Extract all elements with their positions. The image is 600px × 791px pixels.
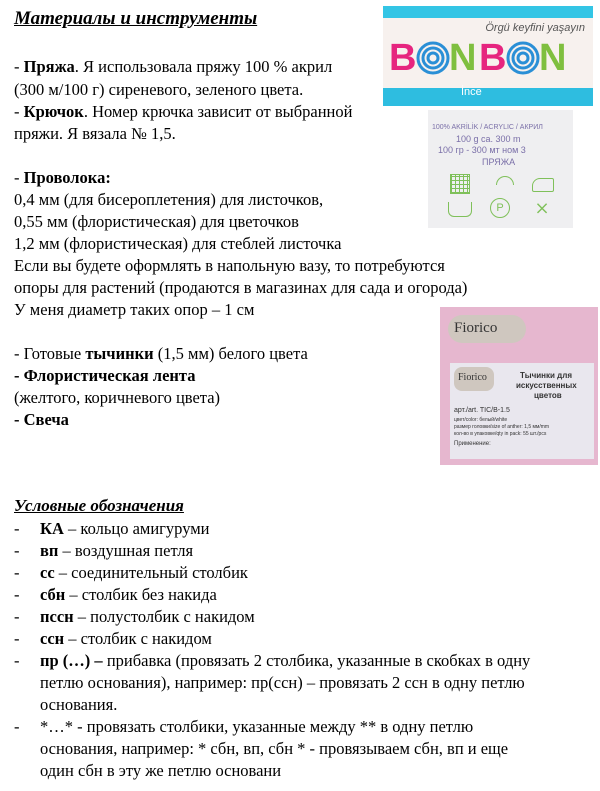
legend-star-cont-1: основания, например: * сбн, вп, сбн * - провязываем сбн, вп и еще [40,739,509,758]
bullet-dash: - [14,651,20,670]
materials-heading: Материалы и инструменты [14,8,258,29]
stamens-pre: - Готовые [14,344,86,363]
legend-increase-cont-1: петлю основания), например: пр(ссн) – провязать 2 ссн в одну петлю [40,673,525,692]
vase-text-1: Если вы будете оформлять в напольную вазу, то потребуются [14,256,445,275]
no-bleach-icon: ⨯ [534,198,550,218]
vase-text-3: У меня диаметр таких опор – 1 см [14,300,255,319]
iron-icon [532,178,554,192]
hook-label: Крючок [23,102,84,121]
wire-label: Проволока: [23,168,111,187]
yarn-label-photo [383,6,593,106]
care-composition: 100% AKRİLİK / ACRYLIC / АКРИЛ [432,124,543,131]
legend-desc: – воздушная петля [58,541,194,560]
grid-icon [450,174,470,194]
pack-qty: кол-во в упаковке/qty in pack: 55 шт./pcs [454,431,547,437]
legend-item [14,518,210,540]
legend-abbr: сс [40,563,55,582]
legend-abbr: сбн [40,585,66,604]
svg-text:N: N [539,37,566,79]
bullet-dash: - [14,563,20,582]
sun-icon [496,176,514,185]
legend-star-cont-2: один сбн в эту же петлю основани [40,761,282,780]
care-label-photo [428,110,573,228]
svg-text:N: N [449,37,476,79]
legend-item [14,584,217,606]
pack-article: арт./art. TIC/B-1.5 [454,407,510,414]
yarn-text-2: (300 м/100 г) сиреневого, зеленого цвета. [14,80,304,99]
pack-title-2: искусственных [516,381,577,390]
legend-desc: – соединительный столбик [54,563,248,582]
fiorico-small-brand: Fiorico [458,372,487,383]
pack-usage: Применение: [454,441,491,447]
stamens-line [14,343,308,365]
label-bottom-band [383,88,593,106]
pack-size: размер головки/size of anther: 1,5 мм/mm [454,424,550,430]
wire-line: - Проволока: [14,168,111,187]
bullet-dash: - [14,541,20,560]
hook-text-2: пряжи. Я вязала № 1,5. [14,124,176,143]
legend-desc: – полустолбик с накидом [73,607,255,626]
legend-desc: *…* - провязать столбики, указанные между ** в одну петлю [40,717,474,736]
bonbon-logo [389,36,589,89]
legend-abbr: ссн [40,629,65,648]
stamens-post: (1,5 мм) белого цвета [153,344,308,363]
legend-abbr: пссн [40,607,74,626]
care-type: ПРЯЖА [482,157,516,167]
label-top-band [383,6,593,18]
yarn-variant: İnce [461,86,482,98]
wire-item-1: 0,4 мм (для бисероплетения) для листочков, [14,190,324,209]
legend-heading: Условные обозначения [14,496,184,515]
hook-text: . Номер крючка зависит от выбранной [83,102,353,121]
pack-title-1: Тычинки для [520,371,572,380]
legend-increase-cont-2: основания. [40,695,118,714]
bullet-dash: - [14,585,20,604]
candle-label: - Свеча [14,410,69,429]
legend-abbr: вп [40,541,59,560]
tape-label: - Флористическая лента [14,366,196,385]
wire-item-3: 1,2 мм (флористическая) для стеблей листочка [14,234,342,253]
legend-desc: – столбик с накидом [64,629,212,648]
yarn-label: Пряжа [23,57,75,76]
wash-icon [448,202,472,217]
yarn-slogan: Örgü keyfini yaşayın [485,22,585,34]
legend-item-star [14,716,474,738]
stamens-package-photo [440,307,598,465]
tape-line [14,365,195,387]
legend-item [14,540,194,562]
bullet-dash: - [14,607,20,626]
legend-item [14,606,255,628]
fiorico-brand: Fiorico [454,320,498,336]
tape-colors: (желтого, коричневого цвета) [14,388,221,407]
candle-line [14,409,69,431]
vase-text-2: опоры для растений (продаются в магазинах для сада и огорода) [14,278,468,297]
legend-desc: прибавка (провязать 2 столбика, указанные в скобках в одну [102,651,531,670]
bonbon-logo-svg [389,36,589,80]
legend-item-increase [14,650,531,672]
dryclean-p-icon: P [490,198,510,218]
wire-item-2: 0,55 мм (флористическая) для цветочков [14,212,299,231]
legend-desc: – кольцо амигуруми [63,519,210,538]
hook-line: - Крючок. Номер крючка зависит от выбранной [14,102,353,121]
bullet-dash: - [14,717,20,736]
legend-abbr: КА [40,519,64,538]
care-weight: 100 g ca. 300 m [456,134,521,144]
pack-color: цвет/color: белый/white [454,417,508,423]
legend-item [14,628,212,650]
legend-desc: – столбик без накида [65,585,217,604]
stamens-label: тычинки [85,344,154,363]
care-weight-ru: 100 гр - 300 мт ном 3 [438,145,526,155]
legend-abbr: пр (…) – [40,651,103,670]
pack-title-3: цветов [534,391,562,400]
svg-text:B: B [479,37,506,79]
svg-text:B: B [389,37,416,79]
legend-item [14,562,248,584]
yarn-text: . Я использовала пряжу 100 % акрил [74,57,333,76]
bullet-dash: - [14,519,20,538]
yarn-line: - Пряжа. Я использовала пряжу 100 % акрил [14,57,333,76]
bullet-dash: - [14,629,20,648]
